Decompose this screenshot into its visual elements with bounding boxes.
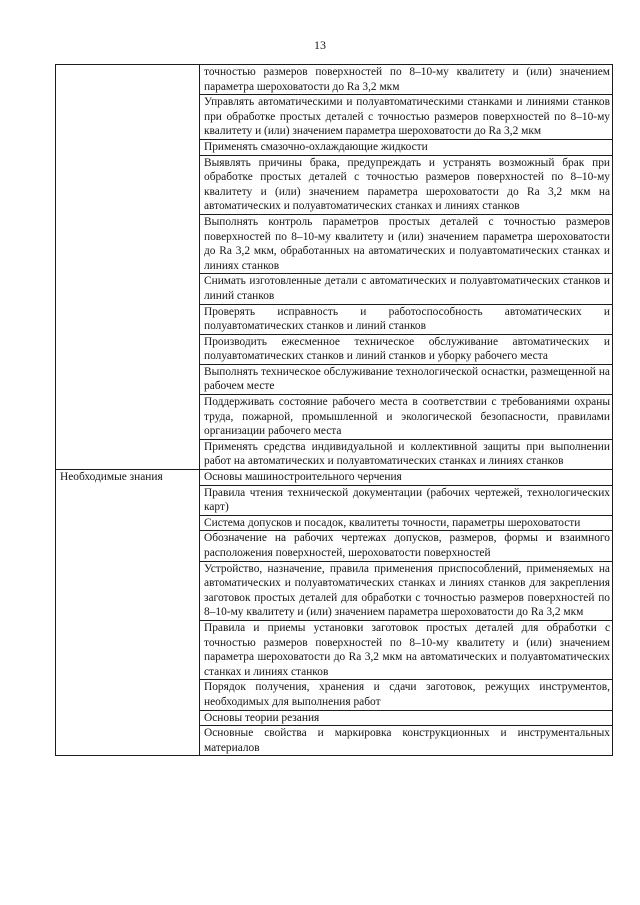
skill-item: Выполнять контроль параметров простых деталей с точностью размеров поверхностей по 8–10-му квалитету и (или) значением параметра шероховатости до Ra 3,2 мкм, обработанных на автоматических и полуавтоматических станках и линиях станков — [200, 214, 613, 273]
table-row — [56, 65, 613, 95]
knowledge-item: Основные свойства и маркировка конструкционных и инструментальных материалов — [200, 726, 613, 756]
skill-item: Управлять автоматическими и полуавтоматическими станками и линиями станков при обработке простых деталей с точностью размеров поверхностей по 8–10-му квалитету и (или) значением параметра шероховатости до Ra 3,2 мкм — [200, 95, 613, 140]
page-number: 13 — [314, 38, 326, 52]
knowledge-item: Система допусков и посадок, квалитеты точности, параметры шероховатости — [200, 515, 613, 531]
requirements-table — [55, 64, 613, 756]
knowledge-item: Устройство, назначение, правила применения приспособлений, применяемых на автоматических и полуавтоматических станках и линиях станков для закрепления заготовок простых деталей для обработки с точностью размеров поверхностей по 8–10-му квалитету и (или) значением параметра шероховатости до Ra 3,2 мкм — [200, 561, 613, 620]
knowledge-item: Основы машиностроительного черчения — [200, 470, 613, 486]
knowledge-item: Обозначение на рабочих чертежах допусков, размеров, формы и взаимного расположения поверхностей, шероховатости поверхностей — [200, 531, 613, 561]
table-row — [56, 470, 613, 486]
skill-item: Снимать изготовленные детали с автоматических и полуавтоматических станков и линий станков — [200, 274, 613, 304]
skill-item: Выявлять причины брака, предупреждать и устранять возможный брак при обработке простых деталей с точностью размеров поверхностей по 8–10-му квалитету и (или) значением параметра шероховатости до Ra 3,2 мкм на автоматических и полуавтоматических станках и линиях станков — [200, 155, 613, 214]
skill-item: Проверять исправность и работоспособность автоматических и полуавтоматических станков и линий станков — [200, 304, 613, 334]
knowledge-item: Основы теории резания — [200, 710, 613, 726]
knowledge-item: Правила и приемы установки заготовок простых деталей для обработки с точностью размеров поверхностей по 8–10-му квалитету и (или) значением параметра шероховатости до Ra 3,2 мкм на автоматических и полуавтоматических станках и линиях станков — [200, 620, 613, 679]
skill-item: точностью размеров поверхностей по 8–10-му квалитету и (или) значением параметра шероховатости до Ra 3,2 мкм — [200, 65, 613, 95]
skills-label-cell — [56, 65, 200, 470]
skill-item: Производить ежесменное техническое обслуживание автоматических и полуавтоматических станков и линий станков и уборку рабочего места — [200, 334, 613, 364]
skill-item: Выполнять техническое обслуживание технологической оснастки, размещенной на рабочем месте — [200, 364, 613, 394]
skill-item: Применять средства индивидуальной и коллективной защиты при выполнении работ на автоматических и полуавтоматических станках и линиях станков — [200, 439, 613, 469]
knowledge-item: Правила чтения технической документации (рабочих чертежей, технологических карт) — [200, 485, 613, 515]
knowledge-item: Порядок получения, хранения и сдачи заготовок, режущих инструментов, необходимых для выполнения работ — [200, 680, 613, 710]
skill-item: Поддерживать состояние рабочего места в соответствии с требованиями охраны труда, пожарной, промышленной и экологической безопасности, правилами организации рабочего места — [200, 395, 613, 440]
knowledge-label: Необходимые знания — [56, 470, 200, 756]
skill-item: Применять смазочно-охлаждающие жидкости — [200, 139, 613, 155]
